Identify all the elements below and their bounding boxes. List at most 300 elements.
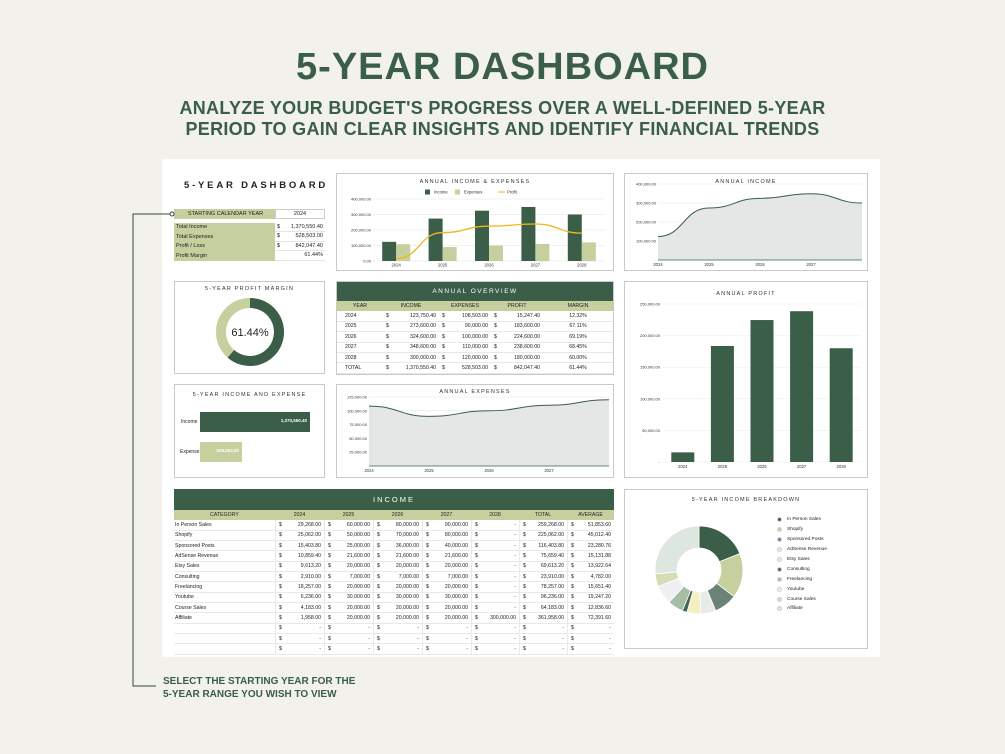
currency-symbol: $ bbox=[475, 573, 478, 580]
currency-symbol: $ bbox=[475, 646, 478, 653]
breakdown-legend bbox=[777, 515, 827, 614]
currency-symbol: $ bbox=[475, 625, 478, 632]
money-cell bbox=[567, 562, 614, 571]
currency-symbol: $ bbox=[279, 615, 282, 622]
y-tick-label: - bbox=[658, 459, 660, 465]
currency-symbol: $ bbox=[377, 584, 380, 591]
amount: 123,750.40 bbox=[410, 313, 436, 320]
currency-symbol: $ bbox=[386, 323, 389, 330]
margin-cell: 12.32% bbox=[569, 313, 587, 320]
profit-bar bbox=[830, 348, 853, 462]
amount: 20,000.00 bbox=[346, 615, 370, 622]
amount: 6,236.00 bbox=[300, 594, 321, 601]
money-cell bbox=[491, 332, 543, 341]
currency-symbol: $ bbox=[442, 365, 445, 372]
currency-symbol: $ bbox=[386, 365, 389, 372]
money-cell bbox=[491, 311, 543, 320]
money-cell bbox=[519, 644, 567, 653]
money-cell bbox=[422, 572, 471, 581]
amount: 842,047.40 bbox=[514, 365, 540, 372]
currency-symbol: $ bbox=[277, 223, 281, 230]
income-breakdown-chart bbox=[624, 489, 868, 649]
currency-symbol: $ bbox=[279, 553, 282, 560]
amount: - bbox=[466, 646, 468, 653]
column-header: AVERAGE bbox=[578, 512, 603, 519]
table-row bbox=[174, 531, 614, 541]
currency-symbol: $ bbox=[328, 532, 331, 539]
profit-margin-donut bbox=[175, 282, 325, 374]
margin-cell: 68.45% bbox=[569, 344, 587, 351]
money-cell bbox=[567, 593, 614, 602]
currency-symbol: $ bbox=[328, 594, 331, 601]
amount: - bbox=[514, 646, 516, 653]
currency-symbol: $ bbox=[571, 604, 574, 611]
currency-symbol: $ bbox=[426, 573, 429, 580]
x-tick-label: 2025 bbox=[717, 464, 728, 469]
chart-title: 5-YEAR INCOME BREAKDOWN bbox=[691, 497, 801, 503]
column-header: 2027 bbox=[440, 512, 453, 519]
amount: 20,000.00 bbox=[444, 615, 468, 622]
table-row bbox=[174, 520, 614, 530]
x-tick-label: 2024 bbox=[364, 468, 374, 473]
currency-symbol: $ bbox=[279, 625, 282, 632]
year-cell: 2025 bbox=[345, 323, 357, 330]
category-cell: Youtube bbox=[175, 594, 194, 601]
summary-value bbox=[275, 251, 325, 261]
currency-symbol: $ bbox=[377, 604, 380, 611]
currency-symbol: $ bbox=[571, 532, 574, 539]
currency-symbol: $ bbox=[571, 563, 574, 570]
currency-symbol: $ bbox=[475, 615, 478, 622]
amount: - bbox=[514, 532, 516, 539]
money-cell bbox=[373, 624, 422, 633]
amount: - bbox=[514, 625, 516, 632]
amount: 21,600.00 bbox=[395, 553, 419, 560]
currency-symbol: $ bbox=[377, 594, 380, 601]
amount: 15,651.40 bbox=[587, 584, 611, 591]
currency-symbol: $ bbox=[279, 563, 282, 570]
amount: 60,000.00 bbox=[346, 522, 370, 529]
currency-symbol: $ bbox=[279, 635, 282, 642]
currency-symbol: $ bbox=[494, 344, 497, 351]
x-tick-label: 2027 bbox=[796, 464, 807, 469]
legend-item bbox=[777, 515, 827, 525]
currency-symbol: $ bbox=[426, 604, 429, 611]
currency-symbol: $ bbox=[386, 333, 389, 340]
year-cell: TOTAL bbox=[345, 365, 362, 372]
legend-item bbox=[777, 545, 827, 555]
income-expenses-svg bbox=[337, 174, 614, 271]
amount: 273,600.00 bbox=[410, 323, 436, 330]
amount: 90,000.00 bbox=[444, 522, 468, 529]
currency-symbol: $ bbox=[328, 625, 331, 632]
currency-symbol: $ bbox=[426, 522, 429, 529]
annual-income-svg bbox=[625, 174, 868, 271]
currency-symbol: $ bbox=[279, 532, 282, 539]
currency-symbol: $ bbox=[571, 625, 574, 632]
legend-item bbox=[777, 584, 827, 594]
amount: 116,403.80 bbox=[538, 542, 564, 549]
annual-profit-svg bbox=[625, 282, 868, 478]
profit-bar bbox=[790, 311, 813, 462]
y-tick-label: 100,000.00 bbox=[350, 243, 371, 248]
table-row bbox=[174, 572, 614, 582]
money-cell bbox=[324, 551, 373, 560]
money-cell bbox=[383, 322, 439, 331]
amount: 78,257.00 bbox=[540, 584, 564, 591]
money-cell bbox=[383, 353, 439, 362]
amount: 45,012.40 bbox=[587, 532, 611, 539]
amount: 300,000.00 bbox=[410, 354, 436, 361]
currency-symbol: $ bbox=[475, 522, 478, 529]
amount: 20,000.00 bbox=[444, 563, 468, 570]
amount: 528,503.00 bbox=[462, 365, 488, 372]
y-tick-label: 200,000.00 bbox=[635, 219, 656, 225]
y-tick-label: 400,000.00 bbox=[350, 196, 371, 202]
legend-label: Profit bbox=[507, 189, 517, 195]
amount: 15,131.88 bbox=[587, 553, 611, 560]
column-header: YEAR bbox=[352, 303, 368, 310]
income-table-title: INCOME bbox=[174, 489, 614, 510]
y-tick-label: 200,000.00 bbox=[639, 333, 660, 339]
currency-symbol: $ bbox=[523, 625, 526, 632]
currency-symbol: $ bbox=[494, 323, 497, 330]
amount: 18,257.00 bbox=[297, 584, 321, 591]
currency-symbol: $ bbox=[571, 542, 574, 549]
currency-symbol: $ bbox=[426, 625, 429, 632]
amount: - bbox=[562, 635, 564, 642]
amount: 180,000.00 bbox=[514, 354, 540, 361]
money-cell bbox=[439, 332, 491, 341]
y-tick-label: 0.00 bbox=[363, 258, 371, 264]
donut-center-value: 61.44% bbox=[231, 327, 269, 339]
category-cell: Consulting bbox=[175, 573, 200, 580]
y-tick-label: 50,000.00 bbox=[642, 427, 660, 433]
category-cell: Course Sales bbox=[175, 604, 207, 611]
money-cell bbox=[324, 531, 373, 540]
currency-symbol: $ bbox=[386, 344, 389, 351]
column-header: 2025 bbox=[342, 512, 355, 519]
money-cell bbox=[324, 613, 373, 622]
legend-swatch bbox=[777, 577, 782, 582]
y-tick-label: 75,000.00 bbox=[349, 422, 367, 428]
legend-swatch bbox=[777, 557, 782, 562]
amount: 51,853.60 bbox=[587, 522, 611, 529]
money-cell bbox=[567, 634, 614, 643]
currency-symbol: $ bbox=[523, 594, 526, 601]
currency-symbol: $ bbox=[377, 625, 380, 632]
currency-symbol: $ bbox=[377, 553, 380, 560]
amount: 20,000.00 bbox=[346, 604, 370, 611]
amount: 183,600.00 bbox=[514, 323, 540, 330]
table-row bbox=[174, 624, 614, 634]
amount: 225,062.00 bbox=[538, 532, 564, 539]
amount: - bbox=[417, 635, 419, 642]
currency-symbol: $ bbox=[571, 615, 574, 622]
money-cell bbox=[422, 582, 471, 591]
amount: 23,910.00 bbox=[540, 573, 564, 580]
amount: 21,600.00 bbox=[346, 553, 370, 560]
income-bar-value: 1,370,550.40 bbox=[280, 418, 307, 423]
annual-income-chart bbox=[624, 173, 868, 271]
bar-income bbox=[568, 215, 582, 262]
amount: 61.44% bbox=[304, 252, 323, 259]
money-cell bbox=[383, 332, 439, 341]
money-cell bbox=[373, 562, 422, 571]
money-cell bbox=[324, 562, 373, 571]
currency-symbol: $ bbox=[571, 522, 574, 529]
amount: 20,000.00 bbox=[346, 584, 370, 591]
money-cell bbox=[567, 624, 614, 633]
currency-symbol: $ bbox=[328, 604, 331, 611]
category-cell: AdSense Revenue bbox=[175, 553, 219, 560]
money-cell bbox=[439, 343, 491, 352]
money-cell bbox=[373, 572, 422, 581]
currency-symbol: $ bbox=[328, 553, 331, 560]
currency-symbol: $ bbox=[279, 594, 282, 601]
amount: - bbox=[562, 625, 564, 632]
money-cell bbox=[439, 311, 491, 320]
y-tick-label: 50,000.00 bbox=[349, 435, 367, 441]
column-header: PROFIT bbox=[507, 303, 527, 310]
money-cell bbox=[567, 603, 614, 612]
x-tick-label: 2025 bbox=[424, 468, 434, 473]
amount: 259,268.00 bbox=[538, 522, 564, 529]
amount: 90,000.00 bbox=[464, 323, 488, 330]
bar-income bbox=[521, 207, 535, 261]
money-cell bbox=[471, 603, 519, 612]
amount: - bbox=[514, 594, 516, 601]
money-cell bbox=[567, 531, 614, 540]
currency-symbol: $ bbox=[377, 532, 380, 539]
money-cell bbox=[519, 572, 567, 581]
currency-symbol: $ bbox=[571, 646, 574, 653]
money-cell bbox=[275, 541, 324, 550]
money-cell bbox=[567, 541, 614, 550]
money-cell bbox=[324, 572, 373, 581]
currency-symbol: $ bbox=[475, 635, 478, 642]
overview-title: ANNUAL OVERVIEW bbox=[337, 282, 613, 301]
currency-symbol: $ bbox=[494, 313, 497, 320]
y-tick-label: 100,000.00 bbox=[635, 238, 656, 244]
currency-symbol: $ bbox=[377, 522, 380, 529]
currency-symbol: $ bbox=[426, 615, 429, 622]
y-tick-label: 25,000.00 bbox=[349, 449, 367, 455]
amount: - bbox=[319, 646, 321, 653]
legend-swatch bbox=[777, 606, 782, 611]
money-cell bbox=[324, 624, 373, 633]
money-cell bbox=[519, 551, 567, 560]
summary-label: Total Expenses bbox=[174, 232, 275, 242]
amount: 40,000.00 bbox=[444, 542, 468, 549]
money-cell bbox=[567, 613, 614, 622]
table-row bbox=[337, 322, 613, 332]
bar-expenses bbox=[582, 242, 596, 261]
amount: 72,391.60 bbox=[587, 615, 611, 622]
currency-symbol: $ bbox=[475, 584, 478, 591]
summary-value bbox=[275, 232, 325, 242]
amount: - bbox=[514, 604, 516, 611]
currency-symbol: $ bbox=[279, 646, 282, 653]
money-cell bbox=[422, 593, 471, 602]
currency-symbol: $ bbox=[523, 573, 526, 580]
money-cell bbox=[324, 520, 373, 529]
legend-swatch bbox=[777, 597, 782, 602]
profit-bar bbox=[711, 346, 734, 462]
currency-symbol: $ bbox=[494, 333, 497, 340]
summary-label: Profit / Loss bbox=[174, 242, 275, 252]
money-cell bbox=[373, 541, 422, 550]
table-row bbox=[174, 582, 614, 592]
column-header: INCOME bbox=[400, 303, 422, 310]
income-expense-panel bbox=[174, 384, 325, 478]
money-cell bbox=[422, 531, 471, 540]
money-cell bbox=[422, 541, 471, 550]
x-tick-label: 2026 bbox=[484, 468, 494, 473]
table-row bbox=[337, 311, 613, 321]
currency-symbol: $ bbox=[442, 354, 445, 361]
money-cell bbox=[324, 582, 373, 591]
currency-symbol: $ bbox=[523, 542, 526, 549]
table-row bbox=[337, 332, 613, 342]
money-cell bbox=[373, 603, 422, 612]
table-row bbox=[174, 644, 614, 654]
amount: - bbox=[466, 625, 468, 632]
money-cell bbox=[422, 551, 471, 560]
legend-label: Course Sales bbox=[787, 596, 816, 602]
amount: 348,600.00 bbox=[410, 344, 436, 351]
money-cell bbox=[471, 593, 519, 602]
money-cell bbox=[567, 582, 614, 591]
bar-expenses bbox=[535, 244, 549, 261]
table-row bbox=[174, 541, 614, 551]
money-cell bbox=[422, 613, 471, 622]
amount: 13,922.64 bbox=[587, 563, 611, 570]
summary-value bbox=[275, 242, 325, 252]
summary-row bbox=[174, 251, 325, 261]
currency-symbol: $ bbox=[386, 354, 389, 361]
x-tick-label: 2024 bbox=[653, 262, 663, 267]
column-header: 2028 bbox=[489, 512, 501, 519]
subtitle-line-2: PERIOD TO GAIN CLEAR INSIGHTS AND IDENTIFY FINANCIAL TRENDS bbox=[185, 119, 820, 139]
currency-symbol: $ bbox=[386, 313, 389, 320]
amount: - bbox=[514, 522, 516, 529]
money-cell bbox=[324, 644, 373, 653]
amount: 324,600.00 bbox=[410, 333, 436, 340]
currency-symbol: $ bbox=[523, 615, 526, 622]
expense-bar-value: 528,503.00 bbox=[216, 448, 239, 453]
currency-symbol: $ bbox=[494, 365, 497, 372]
expense-bar bbox=[200, 442, 242, 462]
currency-symbol: $ bbox=[571, 573, 574, 580]
currency-symbol: $ bbox=[279, 573, 282, 580]
currency-symbol: $ bbox=[426, 594, 429, 601]
x-tick-label: 2027 bbox=[530, 262, 541, 268]
currency-symbol: $ bbox=[523, 635, 526, 642]
starting-year-select[interactable]: 2024 bbox=[275, 209, 325, 219]
legend-label: Freelancing bbox=[787, 576, 813, 582]
currency-symbol: $ bbox=[426, 584, 429, 591]
money-cell bbox=[567, 644, 614, 653]
amount: 20,000.00 bbox=[444, 604, 468, 611]
amount: 842,047.40 bbox=[295, 242, 323, 249]
amount: 30,000.00 bbox=[346, 594, 370, 601]
money-cell bbox=[422, 624, 471, 633]
amount: - bbox=[609, 625, 611, 632]
amount: 15,403.80 bbox=[297, 542, 321, 549]
currency-symbol: $ bbox=[571, 584, 574, 591]
money-cell bbox=[491, 322, 543, 331]
profit-bar bbox=[671, 452, 694, 462]
legend-swatch bbox=[777, 567, 782, 572]
currency-symbol: $ bbox=[523, 553, 526, 560]
column-header: CATEGORY bbox=[210, 512, 239, 519]
amount: 12,836.60 bbox=[587, 604, 611, 611]
amount: 100,000.00 bbox=[462, 333, 488, 340]
amount: 30,000.00 bbox=[444, 594, 468, 601]
table-row bbox=[174, 593, 614, 603]
currency-symbol: $ bbox=[377, 615, 380, 622]
currency-symbol: $ bbox=[523, 584, 526, 591]
currency-symbol: $ bbox=[328, 646, 331, 653]
money-cell bbox=[519, 593, 567, 602]
starting-year-label: STARTING CALENDAR YEAR bbox=[174, 209, 275, 219]
money-cell bbox=[373, 613, 422, 622]
currency-symbol: $ bbox=[523, 532, 526, 539]
summary-label: Profit Margin bbox=[174, 251, 275, 261]
legend-label: Consulting bbox=[787, 566, 810, 572]
page-title: 5-YEAR DASHBOARD bbox=[296, 46, 709, 88]
currency-symbol: $ bbox=[426, 646, 429, 653]
year-cell: 2028 bbox=[345, 354, 357, 361]
category-cell: In Person Sales bbox=[175, 522, 212, 529]
amount: 20,000.00 bbox=[346, 563, 370, 570]
currency-symbol: $ bbox=[475, 563, 478, 570]
currency-symbol: $ bbox=[442, 333, 445, 340]
x-tick-label: 2028 bbox=[836, 464, 846, 469]
amount: - bbox=[319, 625, 321, 632]
money-cell bbox=[471, 582, 519, 591]
money-cell bbox=[422, 644, 471, 653]
amount: 25,000.00 bbox=[346, 542, 370, 549]
x-tick-label: 2025 bbox=[704, 262, 714, 267]
legend-swatch bbox=[455, 190, 460, 195]
column-header: MARGIN bbox=[567, 303, 589, 310]
legend-item bbox=[777, 535, 827, 545]
y-tick-label: 150,000.00 bbox=[639, 364, 660, 370]
amount: 23,280.76 bbox=[587, 542, 611, 549]
legend-label: Expenses bbox=[464, 189, 483, 195]
x-tick-label: 2028 bbox=[577, 262, 587, 268]
money-cell bbox=[422, 603, 471, 612]
category-cell: Affiliate bbox=[175, 615, 192, 622]
money-cell bbox=[275, 644, 324, 653]
bar-income bbox=[429, 219, 443, 261]
bar-income bbox=[382, 242, 396, 261]
amount: - bbox=[609, 646, 611, 653]
money-cell bbox=[275, 603, 324, 612]
amount: 19,247.20 bbox=[587, 594, 611, 601]
category-cell: Freelancing bbox=[175, 584, 203, 591]
x-tick-label: 2024 bbox=[678, 464, 688, 469]
currency-symbol: $ bbox=[523, 646, 526, 653]
amount: 1,370,550.40 bbox=[405, 365, 436, 372]
amount: 4,782.00 bbox=[590, 573, 611, 580]
money-cell bbox=[422, 562, 471, 571]
currency-symbol: $ bbox=[328, 522, 331, 529]
y-tick-label: 200,000.00 bbox=[350, 227, 371, 233]
money-cell bbox=[519, 562, 567, 571]
